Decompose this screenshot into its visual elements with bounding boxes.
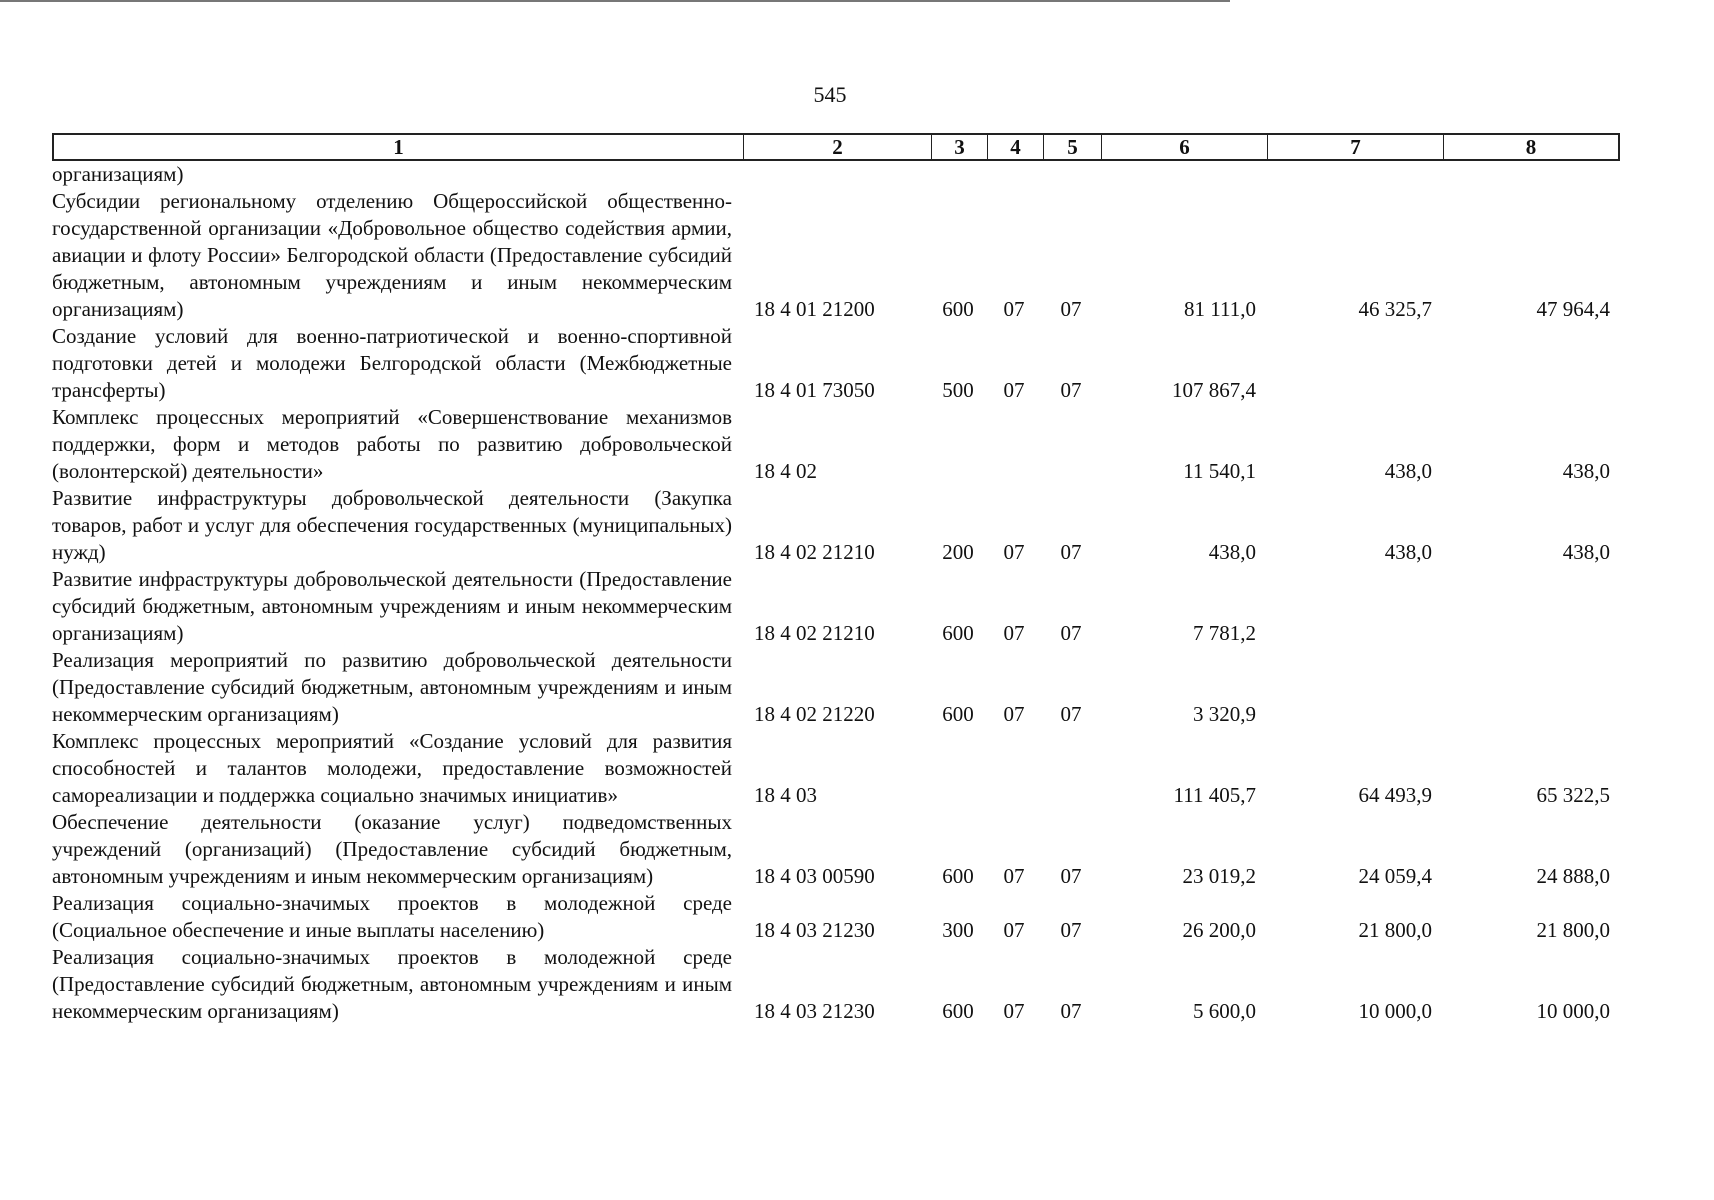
row-col-5: 07 (1060, 540, 1082, 564)
row-value-7: 438,0 (1384, 459, 1432, 483)
row-value-6: 26 200,0 (1182, 918, 1256, 942)
row-col-4: 07 (1003, 621, 1025, 645)
row-description: Субсидии региональному отделению Общероссийской общественно-государственной организации «Добровольное общество содействия армии, авиации и флоту России» Белгородской области (Предоставление субсидий бюджетным, автономным учреждениям и иным некоммерческим организациям) (52, 189, 732, 321)
header-col-3: 3 (932, 135, 988, 159)
row-value-6: 23 019,2 (1182, 864, 1256, 888)
row-value-7: 21 800,0 (1358, 918, 1432, 942)
row-code: 18 4 03 00590 (754, 864, 875, 888)
row-col-3: 600 (942, 297, 974, 321)
row-col-5: 07 (1060, 999, 1082, 1023)
row-col-5: 07 (1060, 297, 1082, 321)
row-value-8: 10 000,0 (1536, 999, 1610, 1023)
row-col-4: 07 (1003, 999, 1025, 1023)
row-col-4: 07 (1003, 918, 1025, 942)
table-row (52, 323, 1620, 404)
row-col-4: 07 (1003, 864, 1025, 888)
table-row (52, 809, 1620, 890)
row-description: Обеспечение деятельности (оказание услуг) подведомственных учреждений (организаций) (Предоставление субсидий бюджетным, автономным учреждениям и иным некоммерческим организациям) (52, 810, 732, 888)
row-code: 18 4 01 21200 (754, 297, 875, 321)
row-value-8: 24 888,0 (1536, 864, 1610, 888)
row-value-7: 46 325,7 (1358, 297, 1432, 321)
row-col-5: 07 (1060, 918, 1082, 942)
row-value-8: 21 800,0 (1536, 918, 1610, 942)
row-value-6: 3 320,9 (1193, 702, 1256, 726)
row-value-7: 10 000,0 (1358, 999, 1432, 1023)
row-value-8: 438,0 (1562, 540, 1610, 564)
header-col-2: 2 (744, 135, 932, 159)
row-description: Реализация социально-значимых проектов в молодежной среде (Предоставление субсидий бюджетным, автономным учреждениям и иным некоммерческим организациям) (52, 945, 732, 1023)
row-col-3: 600 (942, 621, 974, 645)
row-col-3: 500 (942, 378, 974, 402)
table-row (52, 188, 1620, 323)
page-number: 545 (813, 82, 847, 107)
row-description: Комплекс процессных мероприятий «Совершенствование механизмов поддержки, форм и методов работы по развитию добровольческой (волонтерской) деятельности» (52, 405, 732, 483)
row-code: 18 4 03 21230 (754, 999, 875, 1023)
header-col-6: 6 (1102, 135, 1268, 159)
row-value-6: 11 540,1 (1183, 459, 1256, 483)
row-value-6: 107 867,4 (1172, 378, 1256, 402)
header-col-4: 4 (988, 135, 1044, 159)
row-value-6: 81 111,0 (1184, 297, 1256, 321)
row-description: Реализация мероприятий по развитию добровольческой деятельности (Предоставление субсидий бюджетным, автономным учреждениям и иным некоммерческим организациям) (52, 648, 732, 726)
row-value-7: 24 059,4 (1358, 864, 1432, 888)
header-col-7: 7 (1268, 135, 1444, 159)
table-row (52, 728, 1620, 809)
table-row (52, 944, 1620, 1025)
row-description: Развитие инфраструктуры добровольческой деятельности (Закупка товаров, работ и услуг для обеспечения государственных (муниципальных) нужд) (52, 486, 732, 564)
row-col-4: 07 (1003, 297, 1025, 321)
table-row (52, 485, 1620, 566)
header-col-8: 8 (1525, 135, 1537, 159)
row-col-3: 600 (942, 999, 974, 1023)
row-col-3: 300 (942, 918, 974, 942)
row-col-5: 07 (1060, 702, 1082, 726)
row-code: 18 4 03 21230 (754, 918, 875, 942)
row-col-3: 600 (942, 702, 974, 726)
row-value-8: 438,0 (1562, 459, 1610, 483)
row-value-7: 438,0 (1384, 540, 1432, 564)
row-col-3: 600 (942, 864, 974, 888)
row-col-3: 200 (942, 540, 974, 564)
row-value-6: 111 405,7 (1173, 783, 1256, 807)
row-col-4: 07 (1003, 540, 1025, 564)
table-row (52, 566, 1620, 647)
row-description: Развитие инфраструктуры добровольческой деятельности (Предоставление субсидий бюджетным, автономным учреждениям и иным некоммерческим организациям) (52, 567, 732, 645)
table-row (52, 890, 1620, 944)
row-col-5: 07 (1060, 378, 1082, 402)
row-value-6: 5 600,0 (1193, 999, 1256, 1023)
header-col-1: 1 (54, 135, 744, 159)
row-description: Создание условий для военно-патриотической и военно-спортивной подготовки детей и молодежи Белгородской области (Межбюджетные трансферты) (52, 324, 732, 402)
table-row (52, 647, 1620, 728)
row-description: Реализация социально-значимых проектов в молодежной среде (Социальное обеспечение и иные выплаты населению) (52, 891, 732, 942)
top-rule (0, 0, 1230, 2)
table-row (52, 161, 1620, 188)
row-col-4: 07 (1003, 378, 1025, 402)
row-col-5: 07 (1060, 621, 1082, 645)
row-code: 18 4 02 (754, 459, 817, 483)
table-row (52, 404, 1620, 485)
header-col-5: 5 (1044, 135, 1102, 159)
row-code: 18 4 03 (754, 783, 817, 807)
budget-table (52, 133, 1620, 1025)
row-code: 18 4 02 21210 (754, 621, 875, 645)
table-header (52, 133, 1620, 161)
row-description: Комплекс процессных мероприятий «Создание условий для развития способностей и талантов молодежи, предоставление возможностей самореализации и поддержка социально значимых инициатив» (52, 729, 732, 807)
row-code: 18 4 02 21220 (754, 702, 875, 726)
table-body (52, 161, 1620, 1025)
row-code: 18 4 01 73050 (754, 378, 875, 402)
row-col-5: 07 (1060, 864, 1082, 888)
row-value-8: 65 322,5 (1536, 783, 1610, 807)
row-description: организациям) (52, 162, 184, 186)
row-value-6: 438,0 (1208, 540, 1256, 564)
row-value-8: 47 964,4 (1536, 297, 1610, 321)
row-code: 18 4 02 21210 (754, 540, 875, 564)
row-col-4: 07 (1003, 702, 1025, 726)
row-value-7: 64 493,9 (1358, 783, 1432, 807)
row-value-6: 7 781,2 (1193, 621, 1256, 645)
